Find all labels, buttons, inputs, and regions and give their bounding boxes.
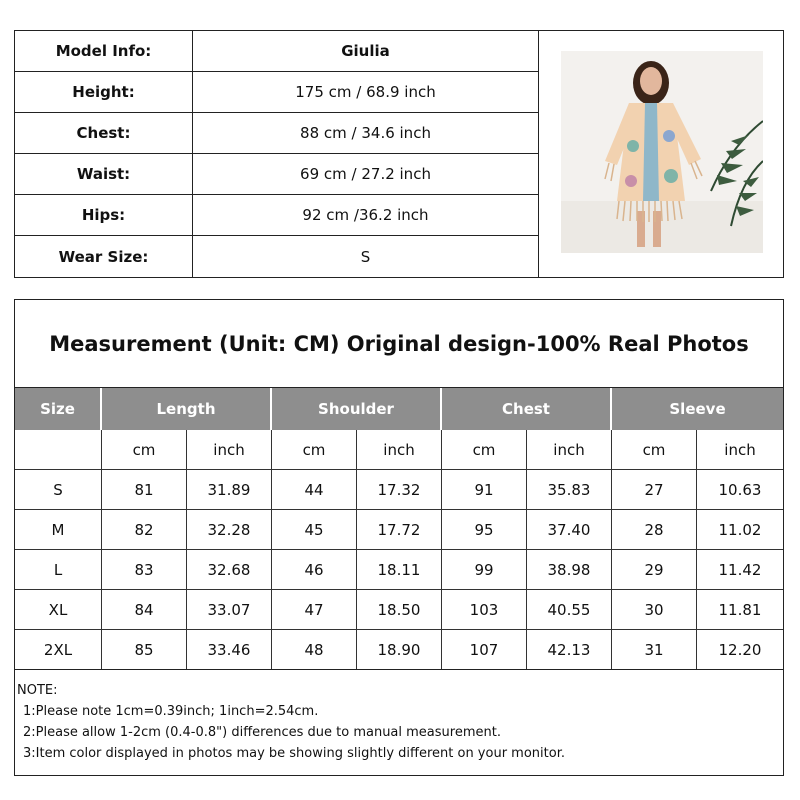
table-cell: 45 — [272, 510, 357, 550]
table-cell: 31 — [612, 630, 697, 670]
table-cell: 82 — [102, 510, 187, 550]
table-cell: 35.83 — [527, 470, 612, 510]
table-cell: 11.42 — [697, 550, 783, 590]
table-cell: 32.68 — [187, 550, 272, 590]
header-chest: Chest — [442, 388, 612, 430]
table-cell: 37.40 — [527, 510, 612, 550]
table-cell: 11.81 — [697, 590, 783, 630]
model-info-table — [14, 30, 784, 278]
size-cell: S — [15, 470, 102, 510]
model-value: 92 cm /36.2 inch — [193, 195, 539, 235]
model-value: 88 cm / 34.6 inch — [193, 113, 539, 153]
unit-cell: inch — [527, 430, 612, 470]
size-cell: 2XL — [15, 630, 102, 670]
model-row-waist — [15, 154, 539, 195]
table-cell: 103 — [442, 590, 527, 630]
model-value: S — [193, 236, 539, 277]
table-row — [15, 590, 783, 630]
table-cell: 44 — [272, 470, 357, 510]
model-row-hips — [15, 195, 539, 236]
table-cell: 10.63 — [697, 470, 783, 510]
table-cell: 33.07 — [187, 590, 272, 630]
unit-cell: inch — [697, 430, 783, 470]
model-label: Model Info: — [15, 31, 193, 71]
table-cell: 81 — [102, 470, 187, 510]
model-photo-cell — [539, 31, 783, 277]
table-row — [15, 510, 783, 550]
table-cell: 99 — [442, 550, 527, 590]
model-row-name — [15, 31, 539, 72]
model-row-chest — [15, 113, 539, 154]
table-cell: 47 — [272, 590, 357, 630]
note-item: 1:Please note 1cm=0.39inch; 1inch=2.54cm. — [23, 704, 319, 719]
measurement-title: Measurement (Unit: CM) Original design-100% Real Photos — [15, 300, 783, 388]
table-row — [15, 630, 783, 670]
model-label: Height: — [15, 72, 193, 112]
model-label: Chest: — [15, 113, 193, 153]
table-cell: 40.55 — [527, 590, 612, 630]
table-cell: 38.98 — [527, 550, 612, 590]
header-length: Length — [102, 388, 272, 430]
table-cell: 42.13 — [527, 630, 612, 670]
model-label: Waist: — [15, 154, 193, 194]
notes-title: NOTE: — [17, 683, 58, 698]
measurement-table — [14, 299, 784, 776]
size-cell: M — [15, 510, 102, 550]
table-cell: 12.20 — [718, 641, 762, 659]
unit-cell — [15, 430, 102, 470]
unit-cell: cm — [442, 430, 527, 470]
table-cell: 33.46 — [187, 630, 272, 670]
table-cell: 31.89 — [187, 470, 272, 510]
model-value: Giulia — [193, 31, 539, 71]
table-cell: 18.11 — [357, 550, 442, 590]
table-cell: 95 — [442, 510, 527, 550]
table-cell: 83 — [102, 550, 187, 590]
size-cell: L — [15, 550, 102, 590]
model-label: Wear Size: — [15, 236, 193, 277]
header-sleeve: Sleeve — [612, 388, 783, 430]
table-cell: 18.90 — [357, 630, 442, 670]
table-cell: 85 — [102, 630, 187, 670]
note-item: 2:Please allow 1-2cm (0.4-0.8") differences due to manual measurement. — [23, 725, 501, 740]
table-cell: 18.50 — [357, 590, 442, 630]
table-cell: 28 — [612, 510, 697, 550]
table-cell: 46 — [272, 550, 357, 590]
table-cell: 27 — [612, 470, 697, 510]
table-cell: 91 — [442, 470, 527, 510]
table-cell: 17.32 — [357, 470, 442, 510]
table-cell: 48 — [272, 630, 357, 670]
table-row — [15, 470, 783, 510]
header-row — [15, 388, 783, 430]
unit-cell: cm — [272, 430, 357, 470]
header-size: Size — [15, 388, 102, 430]
table-cell: 30 — [612, 590, 697, 630]
model-value: 69 cm / 27.2 inch — [193, 154, 539, 194]
model-row-wear-size — [15, 236, 539, 277]
note-item: 3:Item color displayed in photos may be showing slightly different on your monitor. — [23, 746, 565, 761]
table-cell: 11.02 — [697, 510, 783, 550]
table-cell: 107 — [442, 630, 527, 670]
table-cell: 84 — [102, 590, 187, 630]
model-photo — [561, 51, 763, 253]
notes-section — [15, 669, 783, 775]
header-shoulder: Shoulder — [272, 388, 442, 430]
unit-cell: cm — [102, 430, 187, 470]
table-cell: 17.72 — [357, 510, 442, 550]
table-row — [15, 550, 783, 590]
model-row-height — [15, 72, 539, 113]
size-cell: XL — [15, 590, 102, 630]
table-cell: 29 — [612, 550, 697, 590]
unit-row — [15, 430, 783, 470]
unit-cell: cm — [612, 430, 697, 470]
model-value: 175 cm / 68.9 inch — [193, 72, 539, 112]
model-label: Hips: — [15, 195, 193, 235]
table-cell: 32.28 — [187, 510, 272, 550]
unit-cell: inch — [187, 430, 272, 470]
unit-cell: inch — [357, 430, 442, 470]
